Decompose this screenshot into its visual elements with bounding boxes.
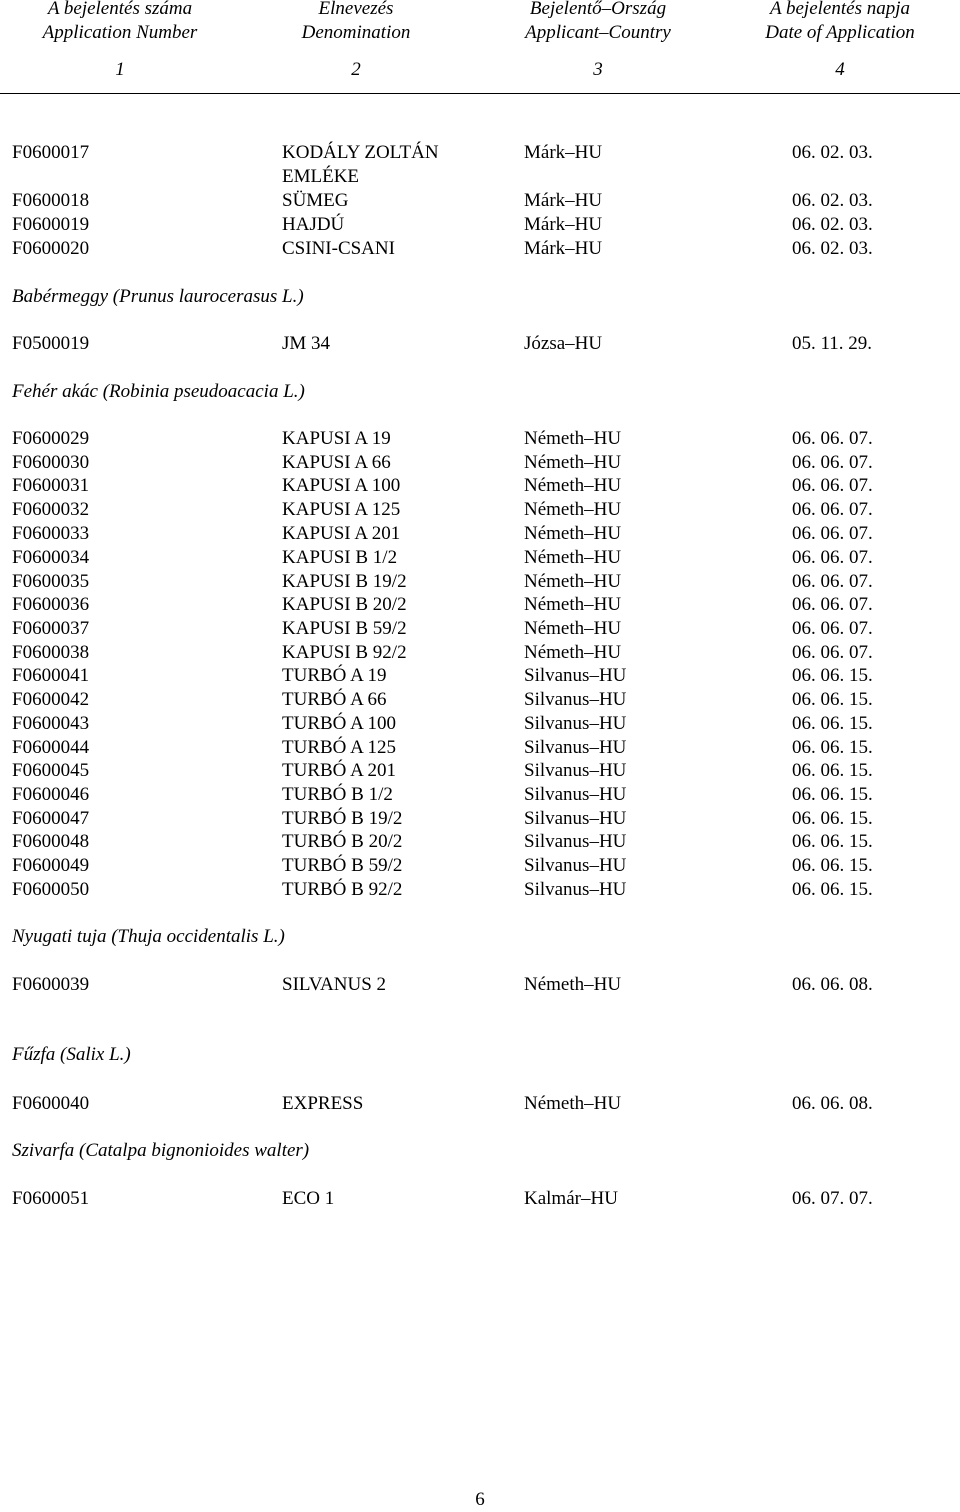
application-date: 06. 06. 07.: [792, 642, 873, 663]
applicant-country: Silvanus–HU: [524, 808, 627, 829]
applicant-country: Silvanus–HU: [524, 784, 627, 805]
application-number: F0600047: [12, 808, 90, 829]
applicant-country: Németh–HU: [524, 974, 622, 995]
application-date: 06. 02. 03.: [792, 190, 873, 211]
applicant-country: Silvanus–HU: [524, 879, 627, 900]
table-row: [0, 712, 960, 736]
application-number: F0600041: [12, 665, 90, 686]
header-column-number: 1: [115, 59, 125, 80]
application-number: F0600045: [12, 760, 90, 781]
table-row: [0, 427, 960, 451]
application-number: F0600029: [12, 428, 90, 449]
applicant-country: Kalmár–HU: [524, 1188, 618, 1209]
applicant-country: Németh–HU: [524, 618, 622, 639]
denomination: KAPUSI B 1/2: [282, 547, 398, 568]
application-date: 06. 06. 15.: [792, 689, 873, 710]
denomination: KAPUSI B 19/2: [282, 571, 407, 592]
table-row: [0, 189, 960, 213]
section-title: Szivarfa (Catalpa bignonioides walter): [12, 1140, 310, 1161]
table-row: [0, 237, 960, 261]
application-date: 06. 06. 07.: [792, 594, 873, 615]
applicant-country: Silvanus–HU: [524, 855, 627, 876]
application-date: 06. 06. 08.: [792, 974, 873, 995]
application-number: F0600046: [12, 784, 90, 805]
applicant-country: Németh–HU: [524, 642, 622, 663]
denomination: ECO 1: [282, 1188, 335, 1209]
application-date: 06. 06. 07.: [792, 428, 873, 449]
header-column-number: 3: [593, 59, 603, 80]
denomination: TURBÓ B 20/2: [282, 831, 403, 852]
application-date: 06. 06. 07.: [792, 547, 873, 568]
denomination: KAPUSI A 19: [282, 428, 391, 449]
applicant-country: Silvanus–HU: [524, 831, 627, 852]
denomination-continued: EMLÉKE: [282, 166, 360, 187]
application-date: 06. 06. 15.: [792, 879, 873, 900]
header-application-number: A bejelentés száma Application Number: [42, 0, 198, 43]
header-applicant-country: Bejelentő–Ország Applicant–Country: [525, 0, 671, 43]
denomination: CSINI-CSANI: [282, 238, 395, 259]
applicant-country: Márk–HU: [524, 238, 603, 259]
denomination: KAPUSI A 66: [282, 452, 391, 473]
table-row: [0, 451, 960, 475]
section-title: Fehér akác (Robinia pseudoacacia L.): [12, 381, 305, 402]
denomination: TURBÓ A 19: [282, 665, 387, 686]
header-date-of-application: A bejelentés napja Date of Application: [765, 0, 915, 43]
application-date: 06. 06. 15.: [792, 855, 873, 876]
applicant-country: Németh–HU: [524, 1093, 622, 1114]
section-title: Fűzfa (Salix L.): [12, 1044, 131, 1065]
table-row: [0, 878, 960, 902]
denomination: KAPUSI A 201: [282, 523, 401, 544]
applicant-country: Silvanus–HU: [524, 737, 627, 758]
table-row: [0, 498, 960, 522]
application-date: 06. 06. 07.: [792, 499, 873, 520]
application-date: 05. 11. 29.: [792, 333, 873, 354]
applicant-country: Németh–HU: [524, 571, 622, 592]
application-number: F0600031: [12, 475, 90, 496]
table-row: [0, 641, 960, 665]
denomination: TURBÓ B 59/2: [282, 855, 403, 876]
application-number: F0600048: [12, 831, 90, 852]
table-row: [0, 807, 960, 831]
table-row: [0, 332, 960, 356]
header-column-number: 4: [835, 59, 845, 80]
denomination: TURBÓ A 201: [282, 760, 397, 781]
table-row-continuation: [0, 165, 960, 189]
application-date: 06. 06. 15.: [792, 737, 873, 758]
section-title: Nyugati tuja (Thuja occidentalis L.): [12, 926, 285, 947]
application-number: F0600030: [12, 452, 90, 473]
section-title: Babérmeggy (Prunus laurocerasus L.): [12, 286, 304, 307]
table-row: [0, 617, 960, 641]
application-number: F0600034: [12, 547, 90, 568]
application-date: 06. 06. 07.: [792, 571, 873, 592]
table-row: [0, 1092, 960, 1116]
applicant-country: Németh–HU: [524, 523, 622, 544]
denomination: KAPUSI B 20/2: [282, 594, 407, 615]
application-date: 06. 06. 07.: [792, 475, 873, 496]
applicant-country: Márk–HU: [524, 142, 603, 163]
application-number: F0600050: [12, 879, 90, 900]
application-date: 06. 06. 15.: [792, 665, 873, 686]
applicant-country: Németh–HU: [524, 547, 622, 568]
denomination: SÜMEG: [282, 190, 349, 211]
denomination: EXPRESS: [282, 1093, 364, 1114]
application-number: F0600017: [12, 142, 90, 163]
application-date: 06. 06. 15.: [792, 760, 873, 781]
application-date: 06. 06. 07.: [792, 452, 873, 473]
applicant-country: Németh–HU: [524, 452, 622, 473]
denomination: KAPUSI A 125: [282, 499, 401, 520]
denomination: KAPUSI A 100: [282, 475, 401, 496]
application-number: F0600033: [12, 523, 90, 544]
applicant-country: Németh–HU: [524, 475, 622, 496]
application-number: F0600043: [12, 713, 90, 734]
application-date: 06. 07. 07.: [792, 1188, 873, 1209]
denomination: TURBÓ A 66: [282, 689, 387, 710]
application-date: 06. 06. 15.: [792, 713, 873, 734]
application-number: F0600051: [12, 1188, 90, 1209]
denomination: KAPUSI B 92/2: [282, 642, 407, 663]
applicant-country: Márk–HU: [524, 190, 603, 211]
table-row: [0, 759, 960, 783]
page-number: 6: [475, 1489, 485, 1510]
application-number: F0600042: [12, 689, 90, 710]
table-row: [0, 141, 960, 165]
application-date: 06. 06. 08.: [792, 1093, 873, 1114]
denomination: TURBÓ B 92/2: [282, 879, 403, 900]
applicant-country: Németh–HU: [524, 428, 622, 449]
denomination: TURBÓ B 19/2: [282, 808, 403, 829]
applicant-country: Márk–HU: [524, 214, 603, 235]
denomination: KODÁLY ZOLTÁN: [282, 142, 439, 163]
application-date: 06. 06. 15.: [792, 808, 873, 829]
application-date: 06. 06. 15.: [792, 784, 873, 805]
table-row: [0, 664, 960, 688]
table-row: [0, 830, 960, 854]
denomination: SILVANUS 2: [282, 974, 387, 995]
application-number: F0600035: [12, 571, 90, 592]
table-row: [0, 522, 960, 546]
denomination: KAPUSI B 59/2: [282, 618, 407, 639]
application-number: F0600020: [12, 238, 90, 259]
application-number: F0600049: [12, 855, 90, 876]
table-row: [0, 570, 960, 594]
applicant-country: Silvanus–HU: [524, 689, 627, 710]
application-number: F0600032: [12, 499, 90, 520]
table-row: [0, 474, 960, 498]
table-row: [0, 1187, 960, 1211]
table-row: [0, 546, 960, 570]
application-number: F0600036: [12, 594, 90, 615]
application-date: 06. 02. 03.: [792, 142, 873, 163]
table-row: [0, 854, 960, 878]
denomination: JM 34: [282, 333, 331, 354]
application-date: 06. 02. 03.: [792, 238, 873, 259]
applicant-country: Németh–HU: [524, 499, 622, 520]
application-number: F0600040: [12, 1093, 90, 1114]
application-number: F0600038: [12, 642, 90, 663]
applicant-country: Józsa–HU: [524, 333, 603, 354]
application-number: F0600044: [12, 737, 90, 758]
application-date: 06. 06. 07.: [792, 618, 873, 639]
table-row: [0, 973, 960, 997]
application-number: F0600019: [12, 214, 90, 235]
table-row: [0, 688, 960, 712]
applicant-country: Silvanus–HU: [524, 665, 627, 686]
application-date: 06. 02. 03.: [792, 214, 873, 235]
denomination: HAJDÚ: [282, 214, 345, 235]
table-row: [0, 593, 960, 617]
denomination: TURBÓ A 125: [282, 737, 397, 758]
header-denomination: Elnevezés Denomination: [301, 0, 411, 43]
applicant-country: Németh–HU: [524, 594, 622, 615]
table-row: [0, 213, 960, 237]
application-number: F0500019: [12, 333, 90, 354]
denomination: TURBÓ A 100: [282, 713, 397, 734]
application-number: F0600037: [12, 618, 90, 639]
application-date: 06. 06. 15.: [792, 831, 873, 852]
applicant-country: Silvanus–HU: [524, 760, 627, 781]
denomination: TURBÓ B 1/2: [282, 784, 393, 805]
application-number: F0600018: [12, 190, 90, 211]
applicant-country: Silvanus–HU: [524, 713, 627, 734]
application-number: F0600039: [12, 974, 90, 995]
table-row: [0, 783, 960, 807]
table-header: [0, 0, 960, 94]
table-row: [0, 736, 960, 760]
header-column-number: 2: [351, 59, 361, 80]
application-date: 06. 06. 07.: [792, 523, 873, 544]
